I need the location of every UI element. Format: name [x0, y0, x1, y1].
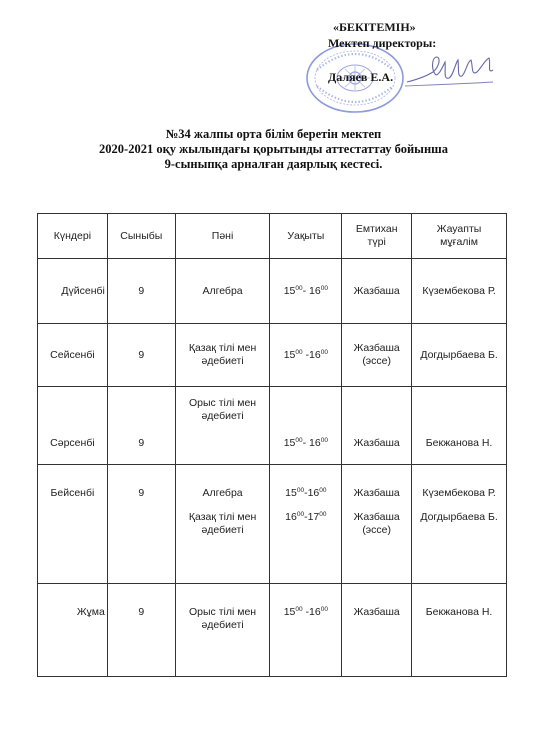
cell-exam-type: Жазбаша Жазбаша (эссе) — [342, 465, 412, 584]
header-subject: Пәні — [175, 214, 270, 259]
cell-subject: Қазақ тілі мен әдебиеті — [175, 324, 270, 387]
approval-label: «БЕКІТЕМІН» — [333, 20, 416, 34]
cell-time: $15^{00}-$ $16^{00}$ — [270, 387, 342, 465]
table-row — [38, 259, 507, 324]
cell-grade: 9 — [107, 465, 175, 584]
title-line-1: №34 жалпы орта білім беретін мектеп — [165, 127, 382, 141]
cell-teacher: Күзембекова Р. Догдырбаева Б. — [412, 465, 507, 584]
cell-exam-type: Жазбаша (эссе) — [342, 324, 412, 387]
cell-exam-type: Жазбаша — [342, 387, 412, 465]
cell-teacher: Догдырбаева Б. — [412, 324, 507, 387]
cell-time: $15^{00}$ $-16^{00}$ — [270, 584, 342, 677]
cell-exam-type: Жазбаша — [342, 584, 412, 677]
cell-grade: 9 — [107, 259, 175, 324]
cell-day: Жұма — [38, 584, 108, 677]
cell-teacher: Бекжанова Н. — [412, 584, 507, 677]
table-row — [38, 465, 507, 584]
cell-grade: 9 — [107, 584, 175, 677]
cell-grade: 9 — [107, 324, 175, 387]
cell-subject: Орыс тілі мен әдебиеті — [175, 387, 270, 465]
cell-exam-type: Жазбаша — [342, 259, 412, 324]
signature-icon — [405, 52, 495, 92]
title-line-2: 2020-2021 оқу жылындағы қорытынды аттестаттау бойынша — [99, 142, 448, 156]
director-name: Даляев Е.А. — [328, 70, 394, 84]
table-row — [38, 584, 507, 677]
cell-day: Сейсенбі — [38, 324, 108, 387]
cell-subject: Орыс тілі мен әдебиеті — [175, 584, 270, 677]
document-title — [0, 127, 547, 172]
cell-time: $15^{00}$ $-16^{00}$ — [270, 324, 342, 387]
cell-day: Бейсенбі — [38, 465, 108, 584]
title-line-3: 9-сыныпқа арналған даярлық кестесі. — [164, 157, 383, 171]
cell-time: $15^{00}-$ $16^{00}$ — [270, 259, 342, 324]
header-grade: Сыныбы — [107, 214, 175, 259]
table-row — [38, 387, 507, 465]
header-exam-type: Емтихан түрі — [342, 214, 412, 259]
cell-day: Сәрсенбі — [38, 387, 108, 465]
cell-subject: Алгебра Қазақ тілі мен әдебиеті — [175, 465, 270, 584]
cell-time: $15^{00}-16^{00}$ $16^{00}-17^{00}$ — [270, 465, 342, 584]
cell-teacher: Күзембекова Р. — [412, 259, 507, 324]
table-header-row — [38, 214, 507, 259]
table-row — [38, 324, 507, 387]
schedule-table — [37, 213, 507, 677]
director-title: Мектеп директоры: — [328, 36, 437, 50]
cell-subject: Алгебра — [175, 259, 270, 324]
header-time: Уақыты — [270, 214, 342, 259]
cell-day: Дүйсенбі — [38, 259, 108, 324]
cell-grade: 9 — [107, 387, 175, 465]
cell-teacher: Бекжанова Н. — [412, 387, 507, 465]
header-teacher: Жауапты мұғалім — [412, 214, 507, 259]
header-day: Күндері — [38, 214, 108, 259]
